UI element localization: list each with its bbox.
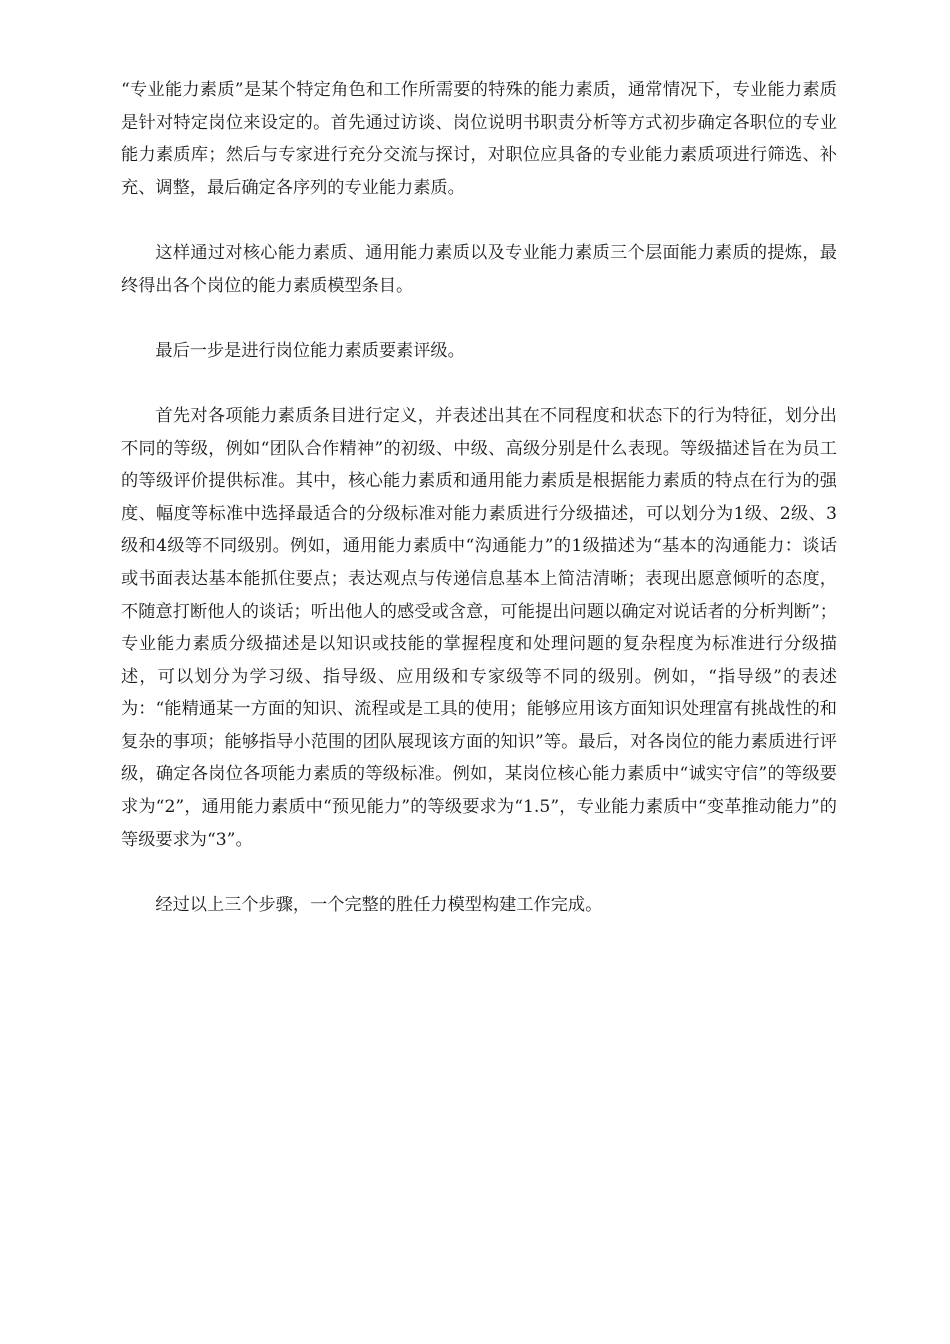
paragraph-conclusion: 经过以上三个步骤，一个完整的胜任力模型构建工作完成。 — [155, 894, 603, 915]
paragraph-professional-competency: “专业能力素质”是某个特定角色和工作所需要的特殊的能力素质，通常情况下，专业能力素质是针对特定岗位来设定的。首先通过访谈、岗位说明书职责分析等方式初步确定各职位的专业能力素质库；然后与专家进行充分交流与探讨，对职位应具备的专业能力素质项进行筛选、补充、调整，最后确定各序列的专业能力素质。 — [121, 80, 837, 198]
paragraph-final-step: 最后一步是进行岗位能力素质要素评级。 — [155, 340, 465, 361]
paragraph-grading-details: 首先对各项能力素质条目进行定义，并表述出其在不同程度和状态下的行为特征，划分出不同的等级，例如“团队合作精神”的初级、中级、高级分别是什么表现。等级描述旨在为员工的等级评价提供标准。其中，核心能力素质和通用能力素质是根据能力素质的特点在行为的强度、幅度等标准中选择最适合的分级标准对能力素质进行分级描述，可以划分为1级、2级、3级和4级等不同级别。例如，通用能力素质中“沟通能力”的1级描述为“基本的沟通能力：谈话或书面表达基本能抓住要点；表达观点与传递信息基本上简洁清晰；表现出愿意倾听的态度，不随意打断他人的谈话；听出他人的感受或含意，可能提出问题以确定对说话者的分析判断”；专业能力素质分级描述是以知识或技能的掌握程度和处理问题的复杂程度为标准进行分级描述，可以划分为学习级、指导级、应用级和专家级等不同的级别。例如，“指导级”的表述为：“能精通某一方面的知识、流程或是工具的使用；能够应用该方面知识处理富有挑战性的和复杂的事项；能够指导小范围的团队展现该方面的知识”等。最后，对各岗位的能力素质进行评级，确定各岗位各项能力素质的等级标准。例如，某岗位核心能力素质中“诚实守信”的等级要求为“2”，通用能力素质中“预见能力”的等级要求为“1.5”，专业能力素质中“变革推动能力”的等级要求为“3”。 — [121, 405, 837, 850]
paragraph-model-summary: 这样通过对核心能力素质、通用能力素质以及专业能力素质三个层面能力素质的提炼，最终得出各个岗位的能力素质模型条目。 — [121, 242, 837, 296]
document-page — [121, 74, 837, 954]
